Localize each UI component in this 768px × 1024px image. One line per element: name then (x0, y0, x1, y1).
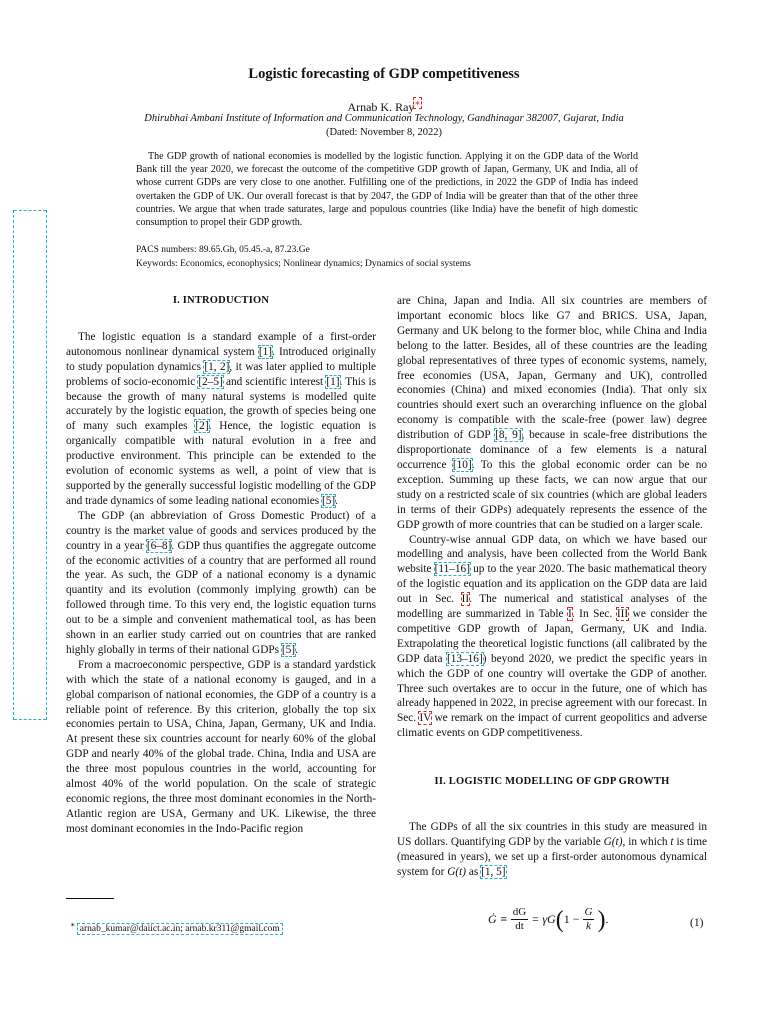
citation-link[interactable]: [2] (195, 420, 209, 433)
footnote (70, 920, 282, 934)
eq-derivative: $\frac{dG}{dt}$ (512, 906, 527, 932)
eq-ratio: $\frac{G}{k}$ (584, 906, 593, 932)
date-line: (Dated: November 8, 2022) (325, 127, 443, 138)
citation-link[interactable]: [5] (281, 643, 296, 656)
eq-lhs: Ġ ≡ (488, 912, 508, 926)
email-link[interactable]: arnab_kumar@daiict.ac.in; arnab.kr311@gmail.com (79, 924, 280, 935)
footnote-rule (66, 898, 114, 899)
citation-link[interactable]: [1, 5] (481, 865, 506, 878)
eq-one-minus: 1 − (563, 912, 580, 926)
keywords: Keywords: Economics, econophysics; Nonlinear dynamics; Dynamics of social systems (136, 259, 471, 269)
eq-end: . (605, 912, 609, 926)
abstract: The GDP growth of national economies is modelled by the logistic function. Applying it on the GDP data of the World Bank till the year 2020, we forecast the outcome of the competitive GDP growth of Japan, Germany, UK and India, all of whose current GDPs are very close to one another. Fulfilling one of the predictions, in 2022 the GDP of India has indeed overtaken the GDP of UK. Our overall forecast is that by 2047, the GDP of India will be greater than that of the other three countries. We argue that when trade saturates, large and populous countries (like India) have the benefit of high domestic consumption to propel their GDP growth. (136, 151, 638, 229)
table-ref-link[interactable]: I (568, 608, 572, 621)
paragraph: The GDP (an abbreviation of Gross Domestic Product) of a country is the market value of goods and services produced by the country in a year [6–8]. GDP thus quantifies the aggregate outcome of the economic activities of a country that are performed all round the year. As such, the GDP of a national economy is a dynamic quantity and its evolution (commonly implying growth) can be followed through time. To this very end, the logistic equation turns out to be a simple and convenient mathematical tool, as has been shown in an earlier study carried out on countries that are ranked highly globally in terms of their national GDPs [5]. (66, 509, 376, 656)
citation-link[interactable]: [1] (258, 345, 273, 358)
citation-link[interactable]: [2–5] (198, 375, 223, 388)
citation-link[interactable]: [8, 9] (495, 429, 522, 442)
paragraph: The GDPs of all the six countries in this study are measured in US dollars. Quantifying GDP by the variable G(t), in which t is time (measured in years), we set up a first-order autonomous dynamical system for G(t) as [1, 5] (397, 821, 707, 878)
paragraph: Country-wise annual GDP data, on which we have based our modelling and analysis, have been collected from the World Bank website [11–16] up to the year 2020. The basic mathematical theory of the logistic equation and its application on the GDP data are laid out in Sec. II. The numerical and statistical analyses of the modelling are summarized in Table I. In Sec. III we consider the competitive GDP growth of Japan, Germany, UK and India. Extrapolating the theoretical logistic functions (all calibrated by the GDP data [13–16]) beyond 2020, we predict the specific years in which the GDP of one country will overtake the GDP of another. Three such overtakes are to occur in the future, one of which has already happened in 2022, in precise agreement with our forecast. In Sec. IV we remark on the impact of current geopolitics and adverse climatic events on GDP competitiveness. (397, 533, 708, 740)
paragraph: The logistic equation is a standard example of a first-order autonomous nonlinear dynamical system [1]. Introduced originally to study population dynamics [1, 2], it was later applied to multiple problems of socio-economic [2–5] and scientific interest [1]. This is because the growth of many natural systems is modelled quite accurately by the logistic equation, the growth of species being one of many such examples [2]. Hence, the logistic equation is organically compatible with natural evolution in a free and productive environment. This principle can be extended to the evolution of economic systems as well, a point of view that is supported by the generally successful logistic modelling of the GDP and trade dynamics of some leading national economies [5]. (66, 330, 377, 507)
citation-link[interactable]: [10] (452, 458, 472, 471)
equation-number: (1) (690, 917, 704, 929)
margin-link-box[interactable] (13, 210, 47, 720)
right-column (397, 294, 707, 880)
citation-link[interactable]: [6–8] (146, 539, 172, 552)
section-ref-link[interactable]: III (616, 608, 629, 621)
section-heading-logistic-modelling: II. LOGISTIC MODELLING OF GDP GROWTH (434, 776, 670, 788)
citation-link[interactable]: [13–16] (446, 652, 483, 665)
left-column (66, 294, 376, 837)
citation-link[interactable]: [1] (326, 375, 340, 388)
footnote-mark: ∗ (70, 920, 76, 929)
citation-link[interactable]: [11–16] (434, 563, 470, 576)
author-text: Arnab K. Ray (347, 100, 415, 114)
equation-1 (488, 906, 608, 933)
citation-link[interactable]: [1, 2] (204, 360, 230, 373)
paragraph: From a macroeconomic perspective, GDP is a standard yardstick with which the state of a national economy is gauged, and in a global comparison of national economies, the GDP of a country is a reliable point of reference. By this criterion, globally the top six economies pertain to USA, China, Japan, Germany, UK and India. At present these six countries account for nearly 60% of the global GDP and nearly 40% of the global trade. China, India and USA are the three most populous countries in the world, accounting for almost 40% of the world population. On the scale of strategic economic regions, the three most dominant economies in the North-Atlantic region are USA, Germany and UK. Likewise, the three most dominant economies in the Indo-Pacific region (66, 658, 376, 835)
section-heading-introduction: I. INTRODUCTION (172, 295, 270, 306)
affiliation: Dhirubhai Ambani Institute of Information and Communication Technology, Gandhinagar 382007, Gujarat, India (144, 113, 624, 124)
author-footnote-link[interactable]: ∗ (414, 98, 421, 108)
paper-title: Logistic forecasting of GDP competitiveness (248, 66, 520, 82)
pacs-numbers: PACS numbers: 89.65.Gh, 05.45.-a, 87.23.Ge (136, 245, 310, 255)
eq-mid: = γG (531, 912, 556, 926)
paragraph: are China, Japan and India. All six countries are members of important economic blocs like G7 and BRICS. USA, Japan, Germany and UK belong to the former bloc, while China and India belong to the latter. Besides, all of these countries are the leading global representatives of three types of economic systems, namely, free economies (USA, Japan, Germany and UK), controlled economies (China) and mixed economies (India). That only six countries should exert such an overarching influence on the global economy is compatible with the scale-free (power law) degree distribution of GDP [8, 9], because in scale-free distributions the disproportionate dominance of a few elements is a natural occurrence [10]. To this the global economic order can be no exception. Summing up these facts, we can now argue that our study on a restricted scale of six countries (which are global leaders in terms of their GDPs) adequately represents the essence of the GDP growth of more countries that can be studied on a larger scale. (397, 295, 707, 531)
eq-paren-open: ( (555, 906, 564, 933)
section-ref-link[interactable]: II (461, 593, 470, 606)
eq-paren-close: ) (597, 906, 606, 933)
section-ref-link[interactable]: IV (419, 712, 432, 725)
citation-link[interactable]: [5] (321, 494, 336, 507)
